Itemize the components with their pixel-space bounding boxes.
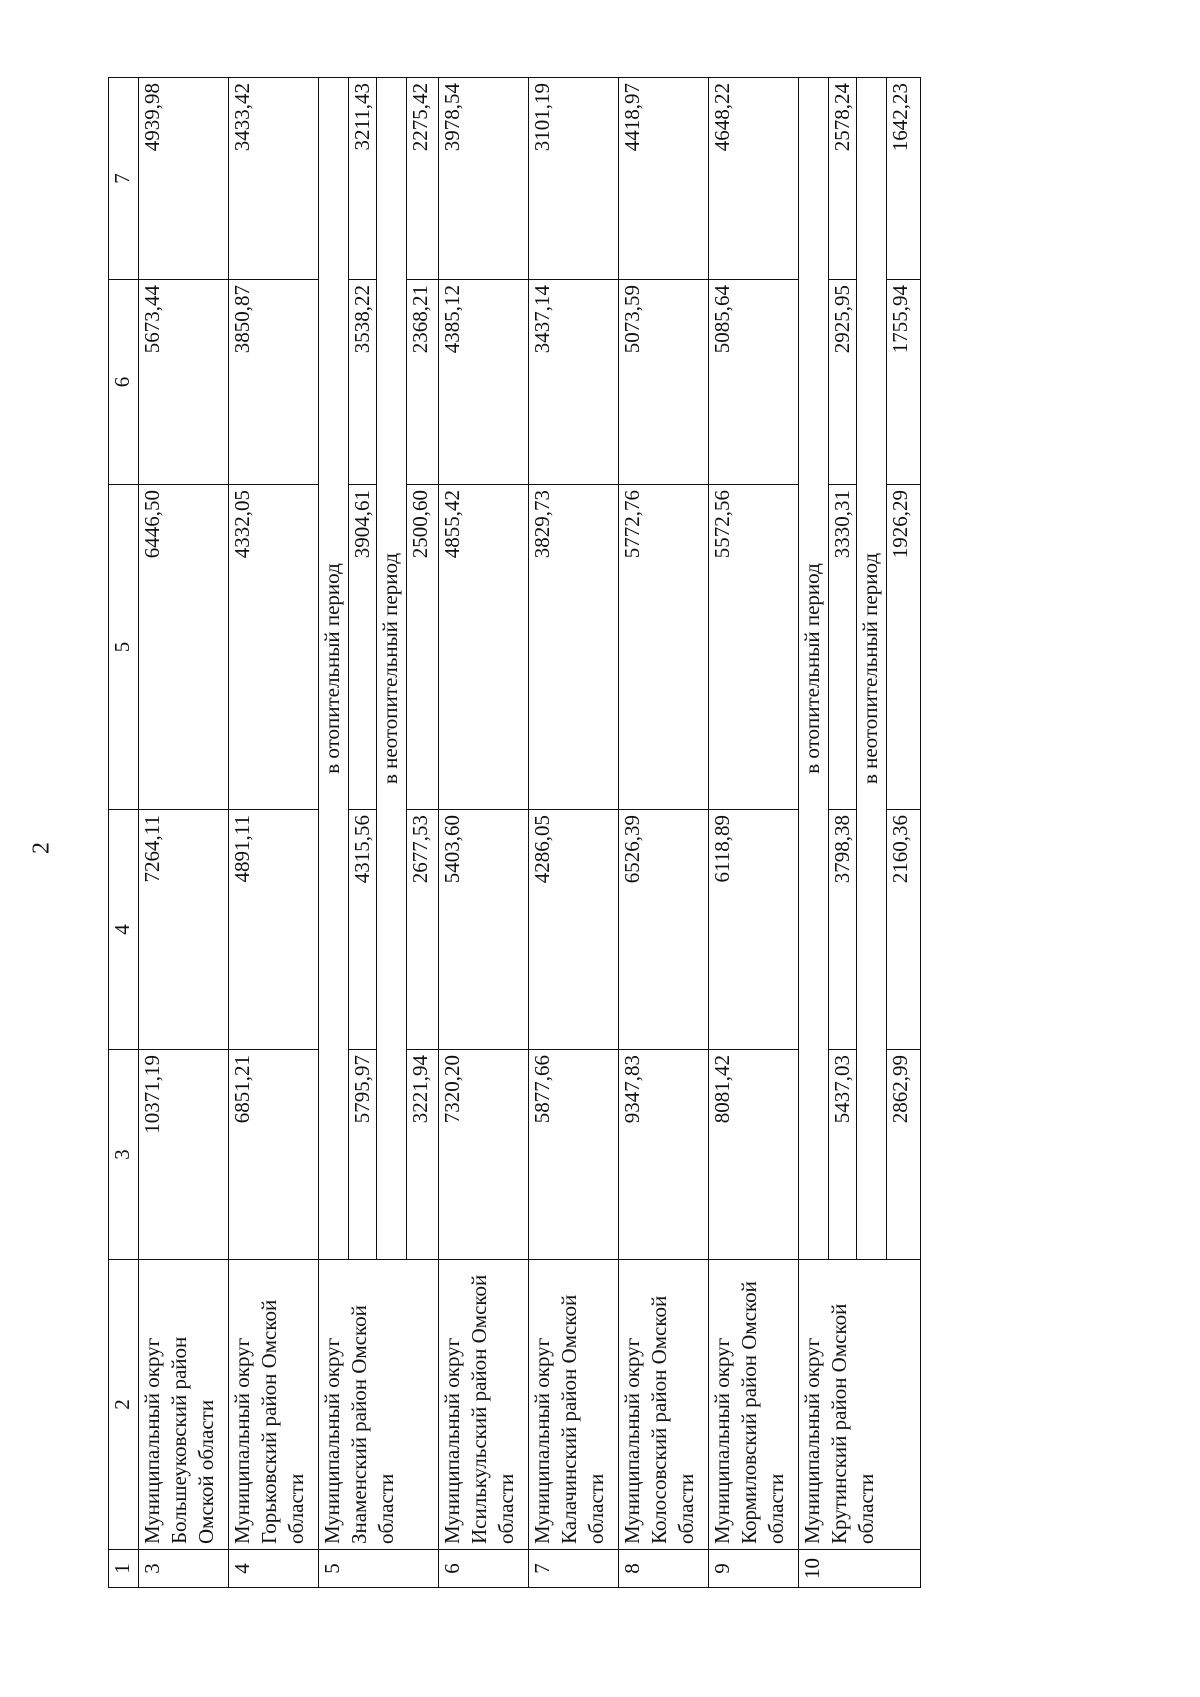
- tariff-table: [108, 77, 921, 1588]
- district-name: Муниципальный округ Колосовский район Омской области: [619, 1260, 709, 1550]
- header-cell: 6: [109, 280, 139, 485]
- value-cell: 5403,60: [439, 810, 529, 1050]
- district-name: Муниципальный округ Знаменский район Омской области: [319, 1260, 439, 1550]
- table-row: [529, 78, 619, 1588]
- value-cell: 3330,31: [829, 485, 857, 810]
- value-cell: 10371,19: [139, 1050, 229, 1260]
- header-cell: 2: [109, 1260, 139, 1550]
- period-heating-label: в отопительный период: [799, 78, 829, 1260]
- value-cell: 7320,20: [439, 1050, 529, 1260]
- value-cell: 5795,97: [349, 1050, 377, 1260]
- row-number: 10: [799, 1550, 921, 1588]
- value-cell: 4315,56: [349, 810, 377, 1050]
- value-cell: 4418,97: [619, 78, 709, 280]
- value-cell: 5085,64: [709, 280, 799, 485]
- value-cell: 2578,24: [829, 78, 857, 280]
- value-cell: 5673,44: [139, 280, 229, 485]
- value-cell: 3850,87: [229, 280, 319, 485]
- value-cell: 3221,94: [407, 1050, 439, 1260]
- row-number: 9: [709, 1550, 799, 1588]
- row-number: 7: [529, 1550, 619, 1588]
- value-cell: 2160,36: [887, 810, 921, 1050]
- row-number: 3: [139, 1550, 229, 1588]
- value-cell: 3978,54: [439, 78, 529, 280]
- value-cell: 4855,42: [439, 485, 529, 810]
- value-cell: 1926,29: [887, 485, 921, 810]
- row-number: 8: [619, 1550, 709, 1588]
- header-cell: 3: [109, 1050, 139, 1260]
- table-row: [229, 78, 319, 1588]
- header-cell: 7: [109, 78, 139, 280]
- header-cell: 1: [109, 1550, 139, 1588]
- period-heating-label: в отопительный период: [319, 78, 349, 1260]
- row-number: 5: [319, 1550, 439, 1588]
- value-cell: 4332,05: [229, 485, 319, 810]
- value-cell: 7264,11: [139, 810, 229, 1050]
- header-row: [109, 78, 139, 1588]
- value-cell: 3829,73: [529, 485, 619, 810]
- district-name: Муниципальный округ Калачинский район Омской области: [529, 1260, 619, 1550]
- value-cell: 4891,11: [229, 810, 319, 1050]
- value-cell: 2275,42: [407, 78, 439, 280]
- table-row: [619, 78, 709, 1588]
- row-number: 4: [229, 1550, 319, 1588]
- value-cell: 6446,50: [139, 485, 229, 810]
- value-cell: 6118,89: [709, 810, 799, 1050]
- value-cell: 3433,42: [229, 78, 319, 280]
- value-cell: 8081,42: [709, 1050, 799, 1260]
- value-cell: 9347,83: [619, 1050, 709, 1260]
- value-cell: 3211,43: [349, 78, 377, 280]
- value-cell: 6851,21: [229, 1050, 319, 1260]
- value-cell: 5877,66: [529, 1050, 619, 1260]
- header-cell: 4: [109, 810, 139, 1050]
- district-name: Муниципальный округ Горьковский район Омской области: [229, 1260, 319, 1550]
- value-cell: 5073,59: [619, 280, 709, 485]
- table-row: [799, 78, 829, 1588]
- page-number: 2: [28, 842, 55, 854]
- value-cell: 5437,03: [829, 1050, 857, 1260]
- value-cell: 5772,76: [619, 485, 709, 810]
- value-cell: 3904,61: [349, 485, 377, 810]
- value-cell: 2500,60: [407, 485, 439, 810]
- header-cell: 5: [109, 485, 139, 810]
- value-cell: 3798,38: [829, 810, 857, 1050]
- value-cell: 1642,23: [887, 78, 921, 280]
- table-row: [439, 78, 529, 1588]
- value-cell: 4648,22: [709, 78, 799, 280]
- value-cell: 3538,22: [349, 280, 377, 485]
- value-cell: 5572,56: [709, 485, 799, 810]
- district-name: Муниципальный округ Кормиловский район Омской области: [709, 1260, 799, 1550]
- period-non-heating-label: в неотопительный период: [857, 78, 887, 1260]
- value-cell: 2677,53: [407, 810, 439, 1050]
- value-cell: 4286,05: [529, 810, 619, 1050]
- table-row: [319, 78, 349, 1588]
- value-cell: 2862,99: [887, 1050, 921, 1260]
- period-non-heating-label: в неотопительный период: [377, 78, 407, 1260]
- value-cell: 3101,19: [529, 78, 619, 280]
- value-cell: 4385,12: [439, 280, 529, 485]
- tariff-table-container: [108, 78, 1000, 1588]
- value-cell: 2925,95: [829, 280, 857, 485]
- table-row: [709, 78, 799, 1588]
- row-number: 6: [439, 1550, 529, 1588]
- value-cell: 1755,94: [887, 280, 921, 485]
- value-cell: 2368,21: [407, 280, 439, 485]
- table-row: [139, 78, 229, 1588]
- district-name: Муниципальный округ Крутинский район Омской области: [799, 1260, 921, 1550]
- value-cell: 3437,14: [529, 280, 619, 485]
- value-cell: 6526,39: [619, 810, 709, 1050]
- value-cell: 4939,98: [139, 78, 229, 280]
- district-name: Муниципальный округ Большеуковский район Омской области: [139, 1260, 229, 1550]
- district-name: Муниципальный округ Исилькульский район Омской области: [439, 1260, 529, 1550]
